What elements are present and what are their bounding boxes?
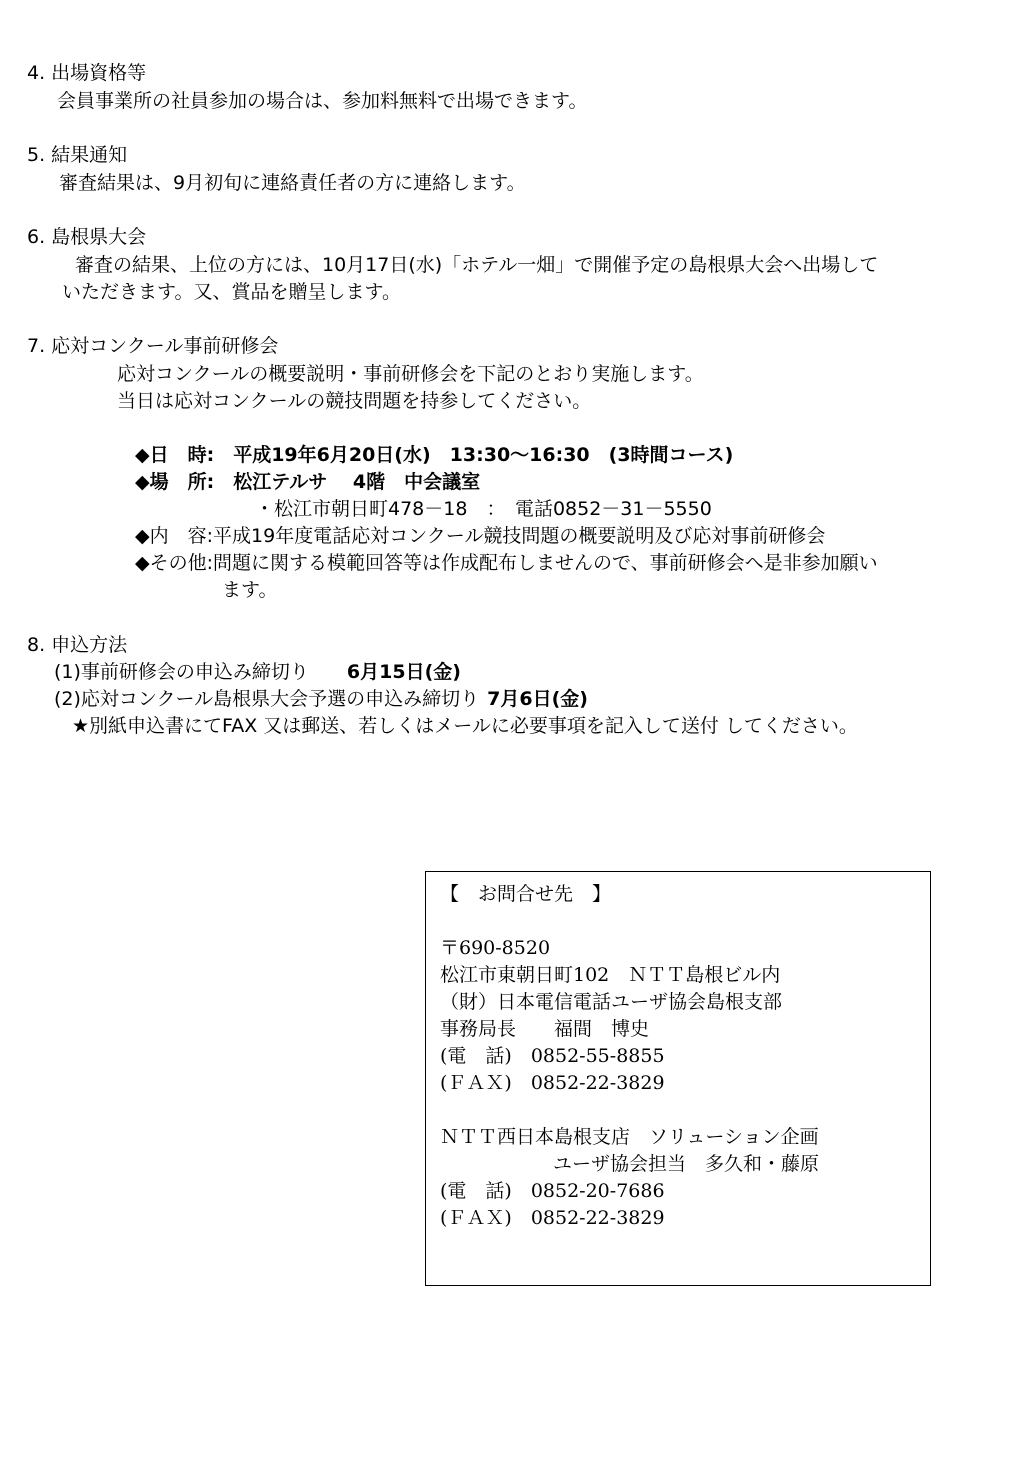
section-6-body-line2: いただきます。又、賞品を贈呈します。 [62,281,401,303]
application-note: ★別紙申込書にてFAX 又は郵送、若しくはメールに必要事項を記入して送付 してください。 [72,715,858,737]
contact-fax-1: (ＦＡＸ) 0852-22-3829 [440,1072,665,1094]
seminar-place: ◆場 所: 松江テルサ 4階 中会議室 [135,471,481,493]
section-5-heading: 5. 結果通知 [27,144,128,166]
contact-org: （財）日本電信電話ユーザ協会島根支部 [440,991,783,1013]
deadline-1-date: 6月15日(金) [346,661,461,683]
deadline-1-label: (1)事前研修会の申込み締切り [54,661,309,683]
section-4-heading: 4. 出場資格等 [27,62,147,84]
seminar-other-line1: ◆その他:問題に関する模範回答等は作成配布しませんので、事前研修会へ是非参加願い [135,552,878,574]
contact-box [425,871,931,1286]
section-4-body: 会員事業所の社員参加の場合は、参加料無料で出場できます。 [57,90,588,112]
contact-person: 事務局長 福間 博史 [440,1018,650,1040]
contact-org-2: ＮＴＴ西日本島根支店 ソリューション企画 [440,1126,819,1148]
contact-fax-2: (ＦＡＸ) 0852-22-3829 [440,1207,665,1229]
deadline-2-label: (2)応対コンクール島根県大会予選の申込み締切り [54,688,480,710]
contact-postal: 〒690-8520 [440,937,551,959]
seminar-other-line2: ます。 [222,579,278,601]
contact-tel-2: (電 話) 0852-20-7686 [440,1180,665,1202]
section-6-body-line1: 審査の結果、上位の方には、10月17日(水)「ホテル一畑」で開催予定の島根県大会へ出場して [75,254,879,276]
section-5-body: 審査結果は、9月初旬に連絡責任者の方に連絡します。 [59,172,526,194]
seminar-date: ◆日 時: 平成19年6月20日(水) 13:30〜16:30 (3時間コース) [135,444,734,466]
section-6-heading: 6. 島根県大会 [27,226,147,248]
contact-tel-1: (電 話) 0852-55-8855 [440,1045,665,1067]
section-7-intro-line1: 応対コンクールの概要説明・事前研修会を下記のとおり実施します。 [117,363,704,385]
deadline-item-1 [54,660,461,684]
seminar-address: ・松江市朝日町478－18 ： 電話0852－31－5550 [255,498,712,520]
contact-person-2: ユーザ協会担当 多久和・藤原 [553,1153,820,1175]
deadline-2-date: 7月6日(金) [487,688,588,710]
contact-address: 松江市東朝日町102 ＮＴＴ島根ビル内 [440,964,781,986]
section-8-heading: 8. 申込方法 [27,634,128,656]
section-7-intro-line2: 当日は応対コンクールの競技問題を持参してください。 [117,390,592,412]
contact-title: 【 お問合せ先 】 [440,883,612,905]
deadline-item-2 [54,687,588,711]
seminar-content: ◆内 容:平成19年度電話応対コンクール競技問題の概要説明及び応対事前研修会 [135,525,826,547]
section-7-heading: 7. 応対コンクール事前研修会 [27,335,279,357]
